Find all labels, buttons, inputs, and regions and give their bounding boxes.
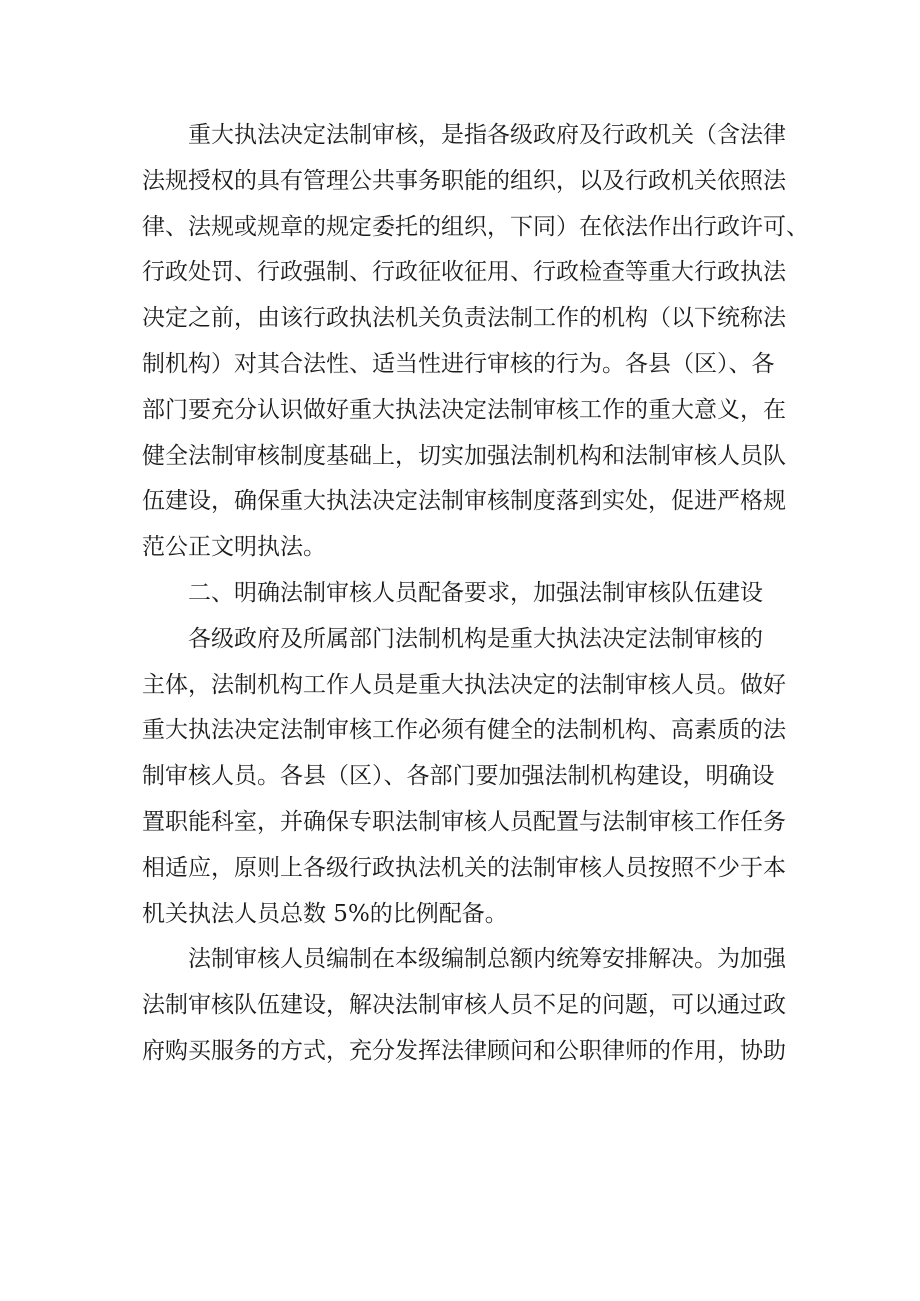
text-line: 各级政府及所属部门法制机构是重大执法决定法制审核的 [188, 625, 763, 652]
text-line: 府购买服务的方式，充分发挥法律顾问和公职律师的作用，协助 [142, 1037, 786, 1064]
text-line: 法制审核人员编制在本级编制总额内统筹安排解决。为加强 [188, 946, 786, 973]
text-line: 法制审核队伍建设，解决法制审核人员不足的问题，可以通过政 [142, 992, 786, 1019]
text-line: 置职能科室，并确保专职法制审核人员配置与法制审核工作任务 [142, 808, 786, 835]
paragraph-staffing [142, 617, 832, 938]
text-line: 部门要充分认识做好重大执法决定法制审核工作的重大意义，在 [142, 396, 786, 423]
text-line: 机关执法人员总数 5%的比例配备。 [142, 900, 508, 927]
text-line: 相适应，原则上各级行政执法机关的法制审核人员按照不少于本 [142, 854, 786, 881]
text-line: 伍建设，确保重大执法决定法制审核制度落到实处，促进严格规 [142, 488, 786, 515]
text-line: 重大执法决定法制审核工作必须有健全的法制机构、高素质的法 [142, 717, 786, 744]
text-line: 健全法制审核制度基础上，切实加强法制机构和法制审核人员队 [142, 442, 786, 469]
paragraph-intro [142, 113, 832, 571]
text-line: 主体，法制机构工作人员是重大执法决定的法制审核人员。做好 [142, 671, 786, 698]
text-line: 行政处罚、行政强制、行政征收征用、行政检查等重大行政执法 [142, 259, 786, 286]
document-body [142, 113, 832, 1075]
paragraph-budget [142, 937, 832, 1074]
text-line: 制机构）对其合法性、适当性进行审核的行为。各县（区）、各 [142, 350, 775, 377]
section-heading: 二、明确法制审核人员配备要求，加强法制审核队伍建设 [188, 579, 763, 606]
text-line: 重大执法决定法制审核，是指各级政府及行政机关（含法律 [188, 122, 786, 148]
text-line: 律、法规或规章的规定委托的组织，下同）在依法作出行政许可、 [142, 213, 809, 240]
text-line: 范公正文明执法。 [142, 534, 326, 561]
text-line: 决定之前，由该行政执法机关负责法制工作的机构（以下统称法 [142, 305, 786, 332]
text-line: 法规授权的具有管理公共事务职能的组织，以及行政机关依照法 [142, 167, 786, 194]
text-line: 制审核人员。各县（区）、各部门要加强法制机构建设，明确设 [142, 763, 775, 790]
